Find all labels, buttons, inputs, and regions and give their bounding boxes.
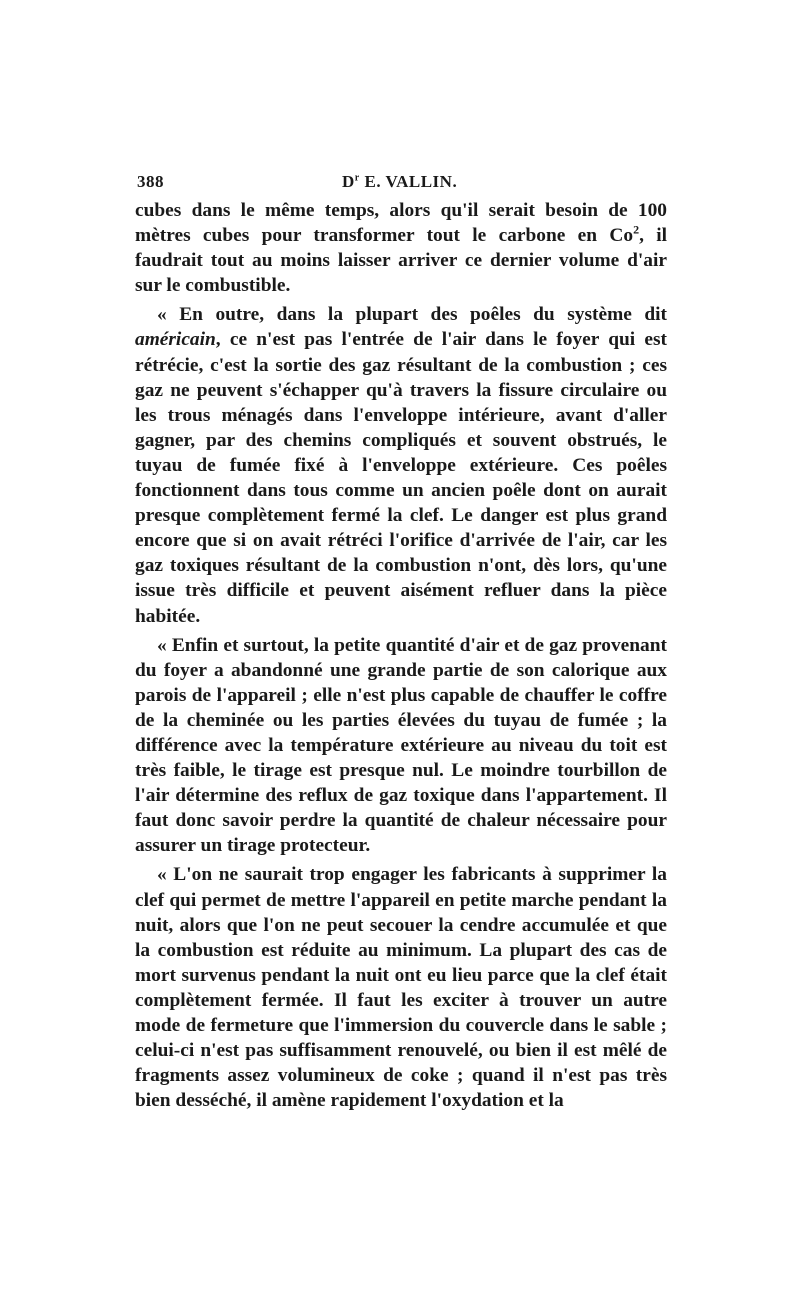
- superscript-2: 2: [633, 222, 640, 237]
- paragraph-2-text-a: « En outre, dans la plupart des poêles du système dit: [157, 304, 667, 326]
- paragraph-1-text-a: cubes dans le même temps, alors qu'il serait besoin de 100 mètres cubes pour transformer tout le carbone en Co: [135, 200, 667, 247]
- paragraph-1-text-b: , il faudrait tout au moins laisser arriver ce dernier volume d'air sur le combustible.: [135, 225, 667, 297]
- paragraph-2: [135, 302, 667, 628]
- body-text: [135, 198, 667, 1113]
- author-name: E. VALLIN.: [364, 172, 458, 191]
- running-head: [135, 172, 667, 194]
- paragraph-3: « Enfin et surtout, la petite quantité d'air et de gaz provenant du foyer a abandonné une grande partie de son calorique aux parois de l'appareil ; elle n'est plus capable de chauffer le coffre de la cheminée ou les parties élevées du tuyau de fumée ; la différence avec la température extérieure au niveau du toit est très faible, le tirage est presque nul. Le moindre tourbillon de l'air détermine des reflux de gaz toxique dans l'appartement. Il faut donc savoir perdre la quantité de chaleur nécessaire pour assurer un tirage protecteur.: [135, 634, 667, 857]
- author-prefix: D: [342, 172, 355, 191]
- page-number: 388: [137, 172, 164, 191]
- paragraph-1: [135, 198, 667, 298]
- paragraph-2-text-b: , ce n'est pas l'entrée de l'air dans le foyer qui est rétrécie, c'est la sortie des gaz résultant de la combustion ; ces gaz ne peuvent s'échapper qu'à travers la fissure circulaire ou les trous ménagés dans l'enveloppe intérieure, avant d'aller gagner, par des chemins compliqués et souvent obstrués, le tuyau de fumée fixé à l'enveloppe extérieure. Ces poêles fonctionnent dans tous comme un ancien poêle dont on aurait presque complètement fermé la clef. Le danger est plus grand encore que si on avait rétréci l'orifice d'arrivée de l'air, car les gaz toxiques résultant de la combustion n'ont, dès lors, qu'une issue très difficile et peuvent aisément refluer dans la pièce habitée.: [135, 329, 667, 627]
- running-title: [342, 172, 457, 192]
- book-page: [135, 172, 667, 1117]
- paragraph-4: « L'on ne saurait trop engager les fabricants à supprimer la clef qui permet de mettre l'appareil en petite marche pendant la nuit, alors que l'on ne peut secouer la cendre accumulée et que la combustion est réduite au minimum. La plupart des cas de mort survenus pendant la nuit ont eu lieu parce que la clef était complètement fermée. Il faut les exciter à trouver un autre mode de fermeture que l'immersion du couvercle dans le sable ; celui-ci n'est pas suffisamment renouvelé, ou bien il est mêlé de fragments assez volumineux de coke ; quand il n'est pas très bien desséché, il amène rapidement l'oxydation et la: [135, 864, 667, 1112]
- author-prefix-sup: r: [354, 172, 360, 184]
- paragraph-2-italic: américain: [135, 329, 216, 351]
